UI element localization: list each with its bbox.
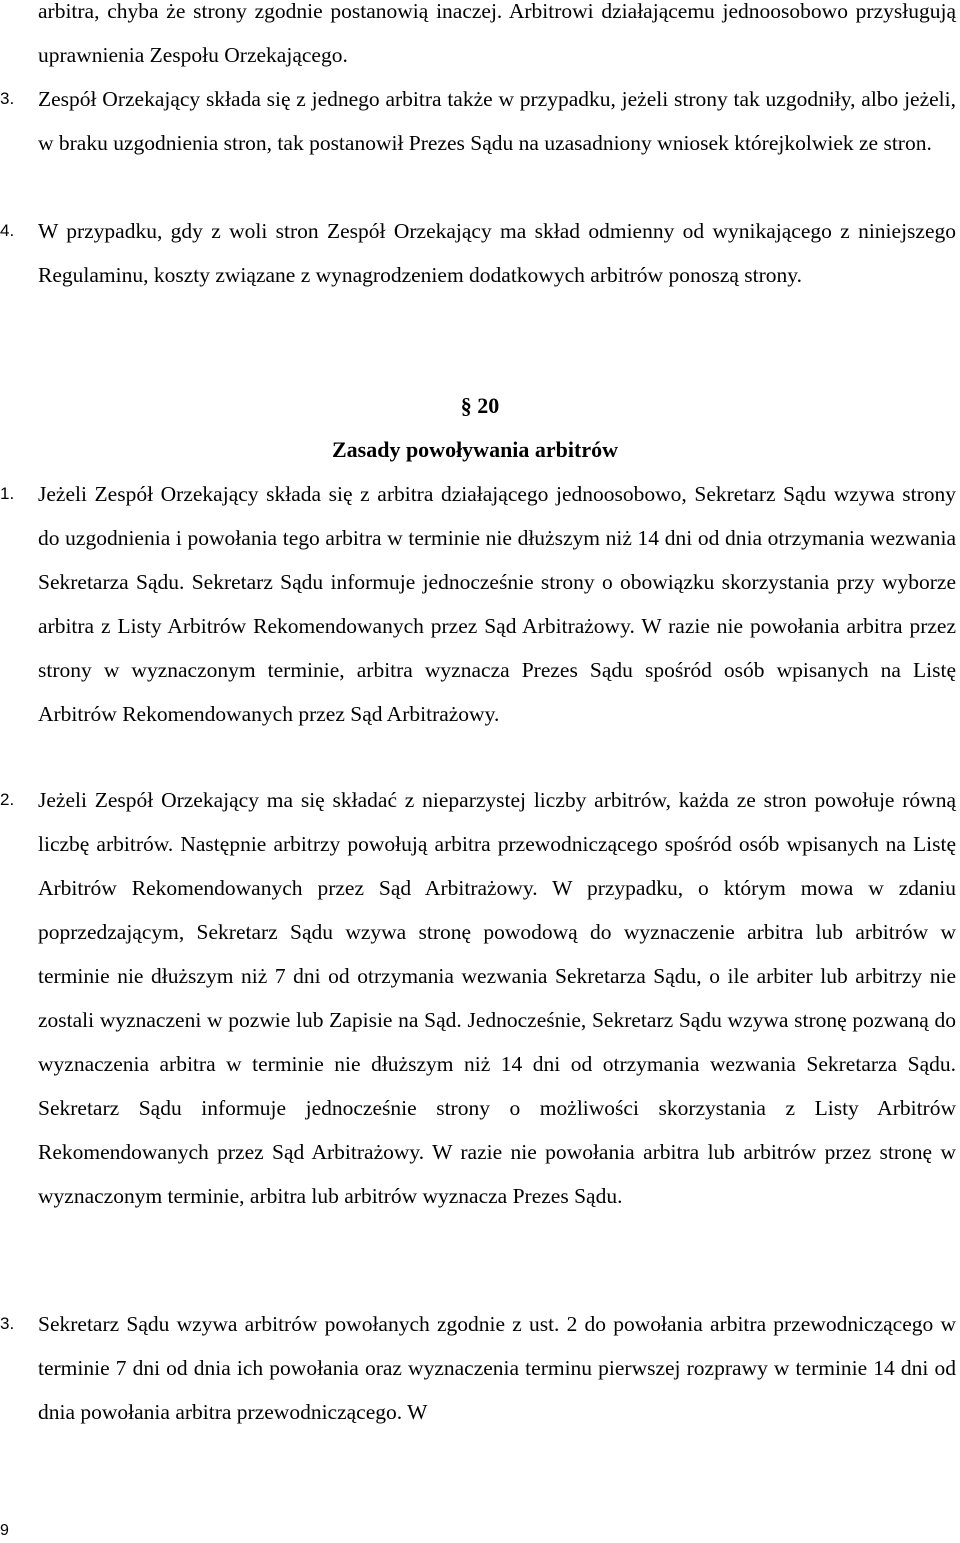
list-item (0, 77, 956, 165)
section-title: Zasady powoływania arbitrów (331, 437, 619, 462)
section-number: § 20 (460, 393, 500, 418)
list-item (0, 209, 956, 297)
intro-paragraph (38, 0, 956, 77)
item-text: Zespół Orzekający składa się z jednego arbitra także w przypadku, jeżeli strony tak uzgodniły, albo jeżeli, w braku uzgodnienia stron, tak postanowił Prezes Sądu na uzasadniony wniosek którejkolwiek ze stron. (38, 87, 956, 155)
item-text: Jeżeli Zespół Orzekający ma się składać z nieparzystej liczby arbitrów, każda ze stron powołuje równą liczbę arbitrów. Następnie arbitrzy powołują arbitra przewodniczącego spośród osób wpisanych na Listę Arbitrów Rekomendowanych przez Sąd Arbitrażowy. W przypadku, o którym mowa w zdaniu poprzedzającym, Sekretarz Sądu wzywa stronę powodową do wyznaczenie arbitra lub arbitrów w terminie nie dłuższym niż 7 dni od otrzymania wezwania Sekretarza Sądu, o ile arbiter lub arbitrzy nie zostali wyznaczeni w pozwie lub Zapisie na Sąd. Jednocześnie, Sekretarz Sądu wzywa stronę pozwaną do wyznaczenia arbitra w terminie nie dłuższym niż 14 dni od otrzymania wezwania Sekretarza Sądu. Sekretarz Sądu informuje jednocześnie strony o możliwości skorzystania z Listy Arbitrów Rekomendowanych przez Sąd Arbitrażowy. W razie nie powołania arbitra lub arbitrów przez stronę w wyznaczonym terminie, arbitra lub arbitrów wyznacza Prezes Sądu. (38, 788, 956, 1208)
intro-text: arbitra, chyba że strony zgodnie postanowią inaczej. Arbitrowi działającemu jednoosobowo przysługują uprawnienia Zespołu Orzekającego. (38, 0, 956, 67)
list-item (0, 778, 956, 1218)
item-number: 4. (0, 221, 15, 240)
item-text: W przypadku, gdy z woli stron Zespół Orzekający ma skład odmienny od wynikającego z niniejszego Regulaminu, koszty związane z wynagrodzeniem dodatkowych arbitrów ponoszą strony. (38, 219, 956, 287)
item-number: 3. (0, 89, 15, 108)
item-number: 2. (0, 790, 15, 809)
page-number: 9 (0, 1522, 9, 1539)
item-text: Sekretarz Sądu wzywa arbitrów powołanych zgodnie z ust. 2 do powołania arbitra przewodniczącego w terminie 7 dni od dnia ich powołania oraz wyznaczenia terminu pierwszej rozprawy w terminie 14 dni od dnia powołania arbitra przewodniczącego. W (38, 1312, 956, 1424)
item-text: Jeżeli Zespół Orzekający składa się z arbitra działającego jednoosobowo, Sekretarz Sądu wzywa strony do uzgodnienia i powołania tego arbitra w terminie nie dłuższym niż 14 dni od dnia otrzymania wezwania Sekretarza Sądu. Sekretarz Sądu informuje jednocześnie strony o obowiązku skorzystania przy wyborze arbitra z Listy Arbitrów Rekomendowanych przez Sąd Arbitrażowy. W razie nie powołania arbitra przez strony w wyznaczonym terminie, arbitra wyznacza Prezes Sądu spośród osób wpisanych na Listę Arbitrów Rekomendowanych przez Sąd Arbitrażowy. (38, 482, 956, 726)
list-item (0, 1302, 956, 1434)
item-number: 3. (0, 1314, 15, 1333)
list-item (0, 472, 956, 736)
item-number: 1. (0, 484, 15, 503)
